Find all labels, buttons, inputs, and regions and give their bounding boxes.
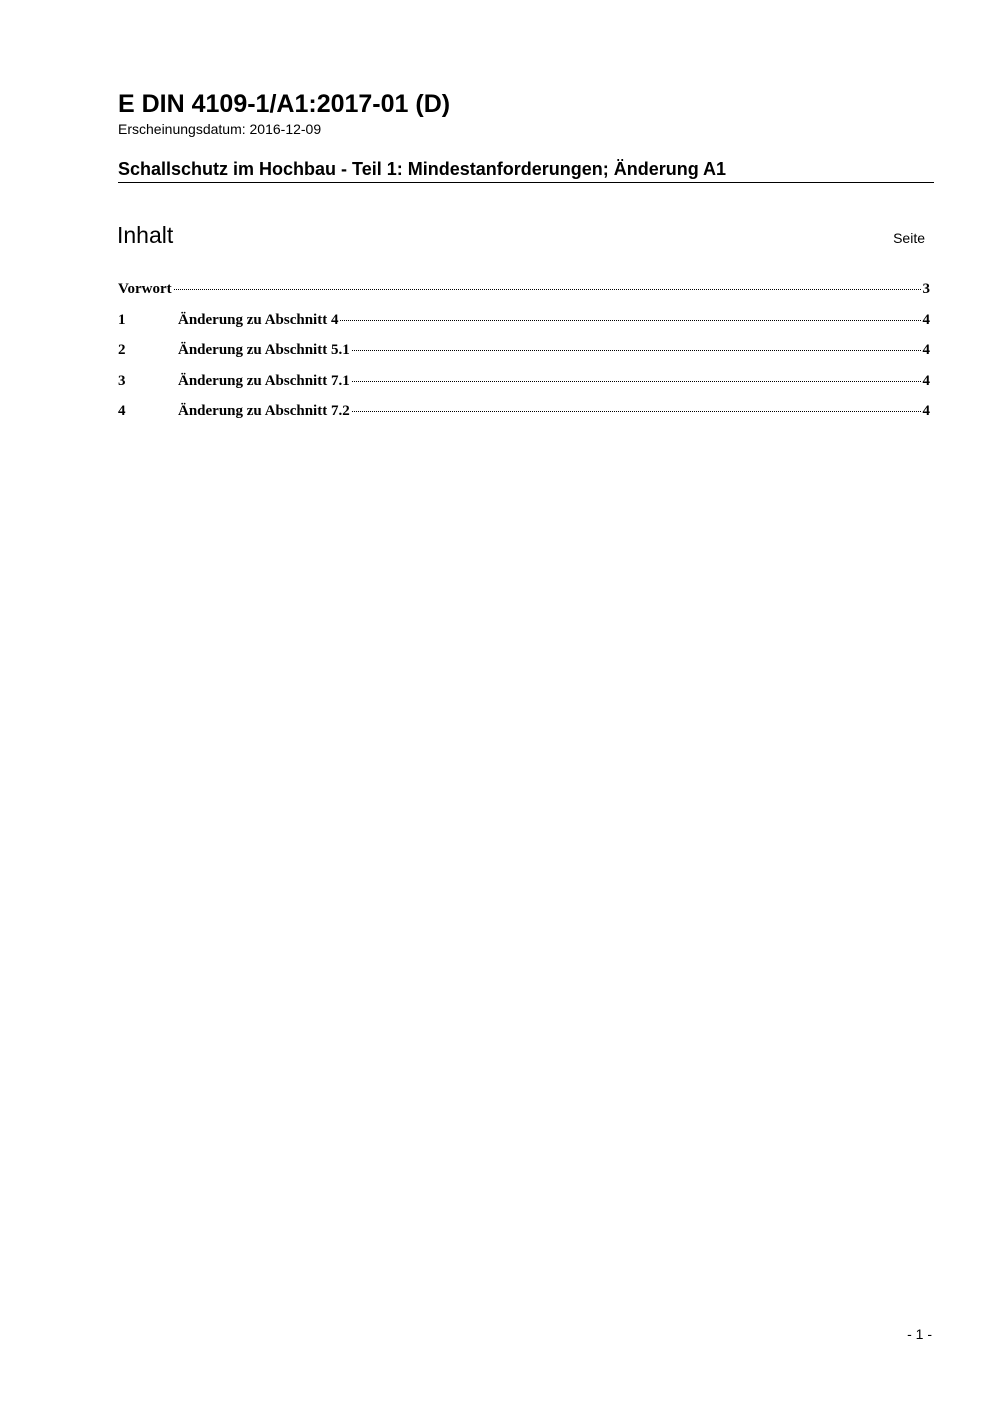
dot-leader <box>174 288 921 290</box>
toc-entry-page: 4 <box>922 403 930 419</box>
dot-leader <box>352 410 921 412</box>
page-number: - 1 - <box>907 1326 932 1342</box>
toc-entry-label: Änderung zu Abschnitt 7.2 <box>178 403 350 419</box>
toc-entry-4[interactable] <box>118 401 930 432</box>
publication-date: Erscheinungsdatum: 2016-12-09 <box>118 121 322 137</box>
toc-entry-label: Änderung zu Abschnitt 7.1 <box>178 372 350 389</box>
toc-entry-number: 2 <box>118 342 126 358</box>
toc-entry-number: 4 <box>118 403 126 419</box>
dot-leader <box>352 380 921 382</box>
dot-leader <box>352 349 921 351</box>
toc-heading: Inhalt <box>117 222 174 248</box>
toc-entry-page: 4 <box>922 342 930 358</box>
page-column-label: Seite <box>893 230 925 246</box>
toc-entry-number: 1 <box>118 311 126 328</box>
toc-entry-number: 3 <box>118 372 126 389</box>
document-id: E DIN 4109-1/A1:2017-01 (D) <box>118 90 451 118</box>
toc-entry-label: Änderung zu Abschnitt 5.1 <box>178 342 350 358</box>
dot-leader <box>340 319 920 321</box>
table-of-contents <box>118 279 930 432</box>
toc-entry-label: Änderung zu Abschnitt 4 <box>178 311 339 328</box>
document-title: Schallschutz im Hochbau - Teil 1: Mindestanforderungen; Änderung A1 <box>118 157 934 183</box>
toc-entry-page: 4 <box>922 311 930 328</box>
toc-entry-3[interactable] <box>118 371 930 402</box>
toc-entry-page: 3 <box>922 281 930 297</box>
toc-entry-vorwort[interactable] <box>118 279 930 310</box>
toc-entry-1[interactable] <box>118 310 930 341</box>
toc-entry-page: 4 <box>922 372 930 389</box>
toc-entry-2[interactable] <box>118 340 930 371</box>
toc-entry-label: Vorwort <box>118 281 172 297</box>
